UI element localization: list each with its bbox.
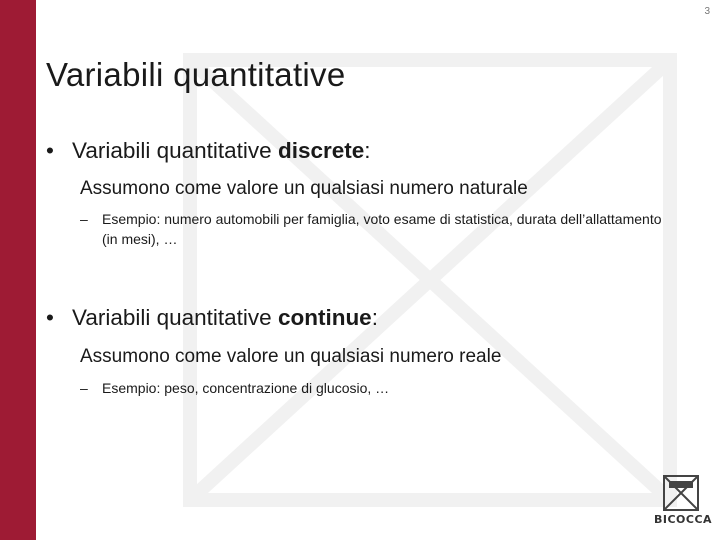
heading-suffix: : <box>371 305 378 330</box>
example-continue <box>80 378 680 398</box>
bullet-dot: • <box>46 305 54 330</box>
side-accent-bar <box>0 0 36 540</box>
example-dash: – <box>80 380 88 396</box>
heading-prefix: Variabili quantitative <box>72 305 278 330</box>
slide-title: Variabili quantitative <box>46 56 346 93</box>
heading-suffix: : <box>364 138 371 163</box>
heading-prefix: Variabili quantitative <box>72 138 278 163</box>
heading-bold: continue <box>277 305 372 330</box>
example-discrete <box>80 209 680 249</box>
example-text: Esempio: numero automobili per famiglia, voto esame di statistica, durata dell’allattamento (in mesi), … <box>102 211 662 247</box>
logo-wordmark: BICOCCA <box>654 513 713 526</box>
bullet-dot: • <box>46 138 54 163</box>
page-number: 3 <box>704 6 710 17</box>
description-continue: Assumono come valore un qualsiasi numero reale <box>80 346 502 367</box>
bullet-discrete <box>46 138 371 164</box>
example-dash: – <box>80 211 88 227</box>
description-discrete: Assumono come valore un qualsiasi numero naturale <box>80 178 528 199</box>
heading-bold: discrete <box>277 138 365 163</box>
bullet-continue <box>46 305 378 331</box>
watermark-logo <box>150 20 713 530</box>
example-text: Esempio: peso, concentrazione di glucosio, … <box>102 380 390 396</box>
